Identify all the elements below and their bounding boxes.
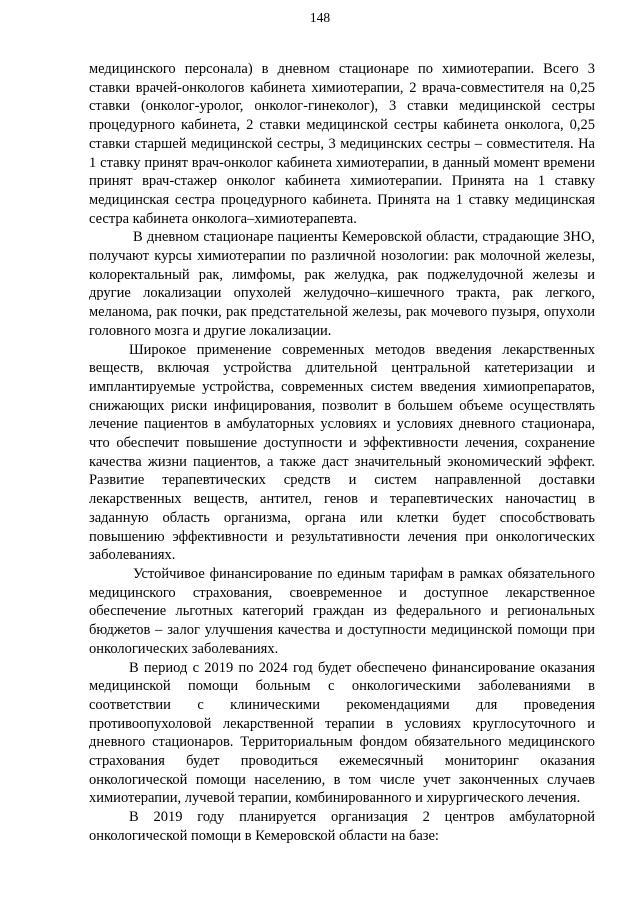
page-number: 148 [309, 10, 331, 25]
paragraph-staffing: медицинского персонала) в дневном стационаре по химиотерапии. Всего 3 ставки врачей-онкологов кабинета химиотерапии, 2 врача-совместителя на 0,25 ставки (онколог-уролог, онколог-гинеколог), 3 ставки медицинской сестры процедурного кабинета, 2 ставки медицинской сестры кабинета онколога, 0,25 ставки старшей медицинской сестры, 3 медицинских сестры – совместителя. На 1 ставку принят врач-онколог кабинета химиотерапии, в данный момент времени принят врач-стажер онколог кабинета химиотерапии. Принята на 1 ставку медицинская сестра процедурного кабинета. Принята на 1 ставку медицинская сестра кабинета онколога–химиотерапевта. [89, 61, 595, 227]
paragraph-2019-centers: В 2019 году планируется организация 2 центров амбулаторной онкологической помощи в Кемеровской области на базе: [89, 809, 595, 844]
paragraph-period-2019-2024: В период с 2019 по 2024 год будет обеспечено финансирование оказания медицинской помощи больным с онкологическими заболеваниями в соответствии с клиническими рекомендациями для проведения противоопухоловой лекарственной терапии в условиях круглосуточного и дневного стационаров. Территориальным фондом обязательного медицинского страхования будет проводиться ежемесячный мониторинг оказания онкологической помощи населению, в том числе учет законченных случаев химиотерапии, лучевой терапии, комбинированного и хирургического лечения. [89, 659, 595, 807]
paragraph-day-hospital-patients: В дневном стационаре пациенты Кемеровской области, страдающие ЗНО, получают курсы химиотерапии по различной нозологии: рак молочной железы, колоректальный рак, лимфомы, рак желудка, рак поджелудочной железы и другие локализации опухолей желудочно–кишечного тракта, рак легкого, меланома, рак почки, рак предстательной железы, рак мочевого пузыря, опухоли головного мозга и другие локализации. [89, 229, 595, 339]
paragraph-modern-methods: Широкое применение современных методов введения лекарственных веществ, включая устройства длительной центральной катетеризации и имплантируемые устройства, современных систем введения химиопрепаратов, снижающих риски инфицирования, позволит в большем объеме осуществлять лечение пациентов в амбулаторных условиях и условиях дневного стационара, что обеспечит повышение доступности и эффективности лечения, сохранение качества жизни пациентов, а также даст значительный экономический эффект. Развитие терапевтических средств и систем направленной доставки лекарственных веществ, антител, генов и терапевтических наночастиц в заданную область организма, органа или клетки будет способствовать повышению эффективности и результативности лечения при онкологических заболеваниях. [89, 341, 595, 564]
document-body [89, 60, 595, 846]
paragraph-financing: Устойчивое финансирование по единым тарифам в рамках обязательного медицинского страхования, своевременное и доступное лекарственное обеспечение льготных категорий граждан из федерального и региональных бюджетов – залог улучшения качества и доступности медицинской помощи при онкологических заболеваниях. [89, 565, 595, 657]
